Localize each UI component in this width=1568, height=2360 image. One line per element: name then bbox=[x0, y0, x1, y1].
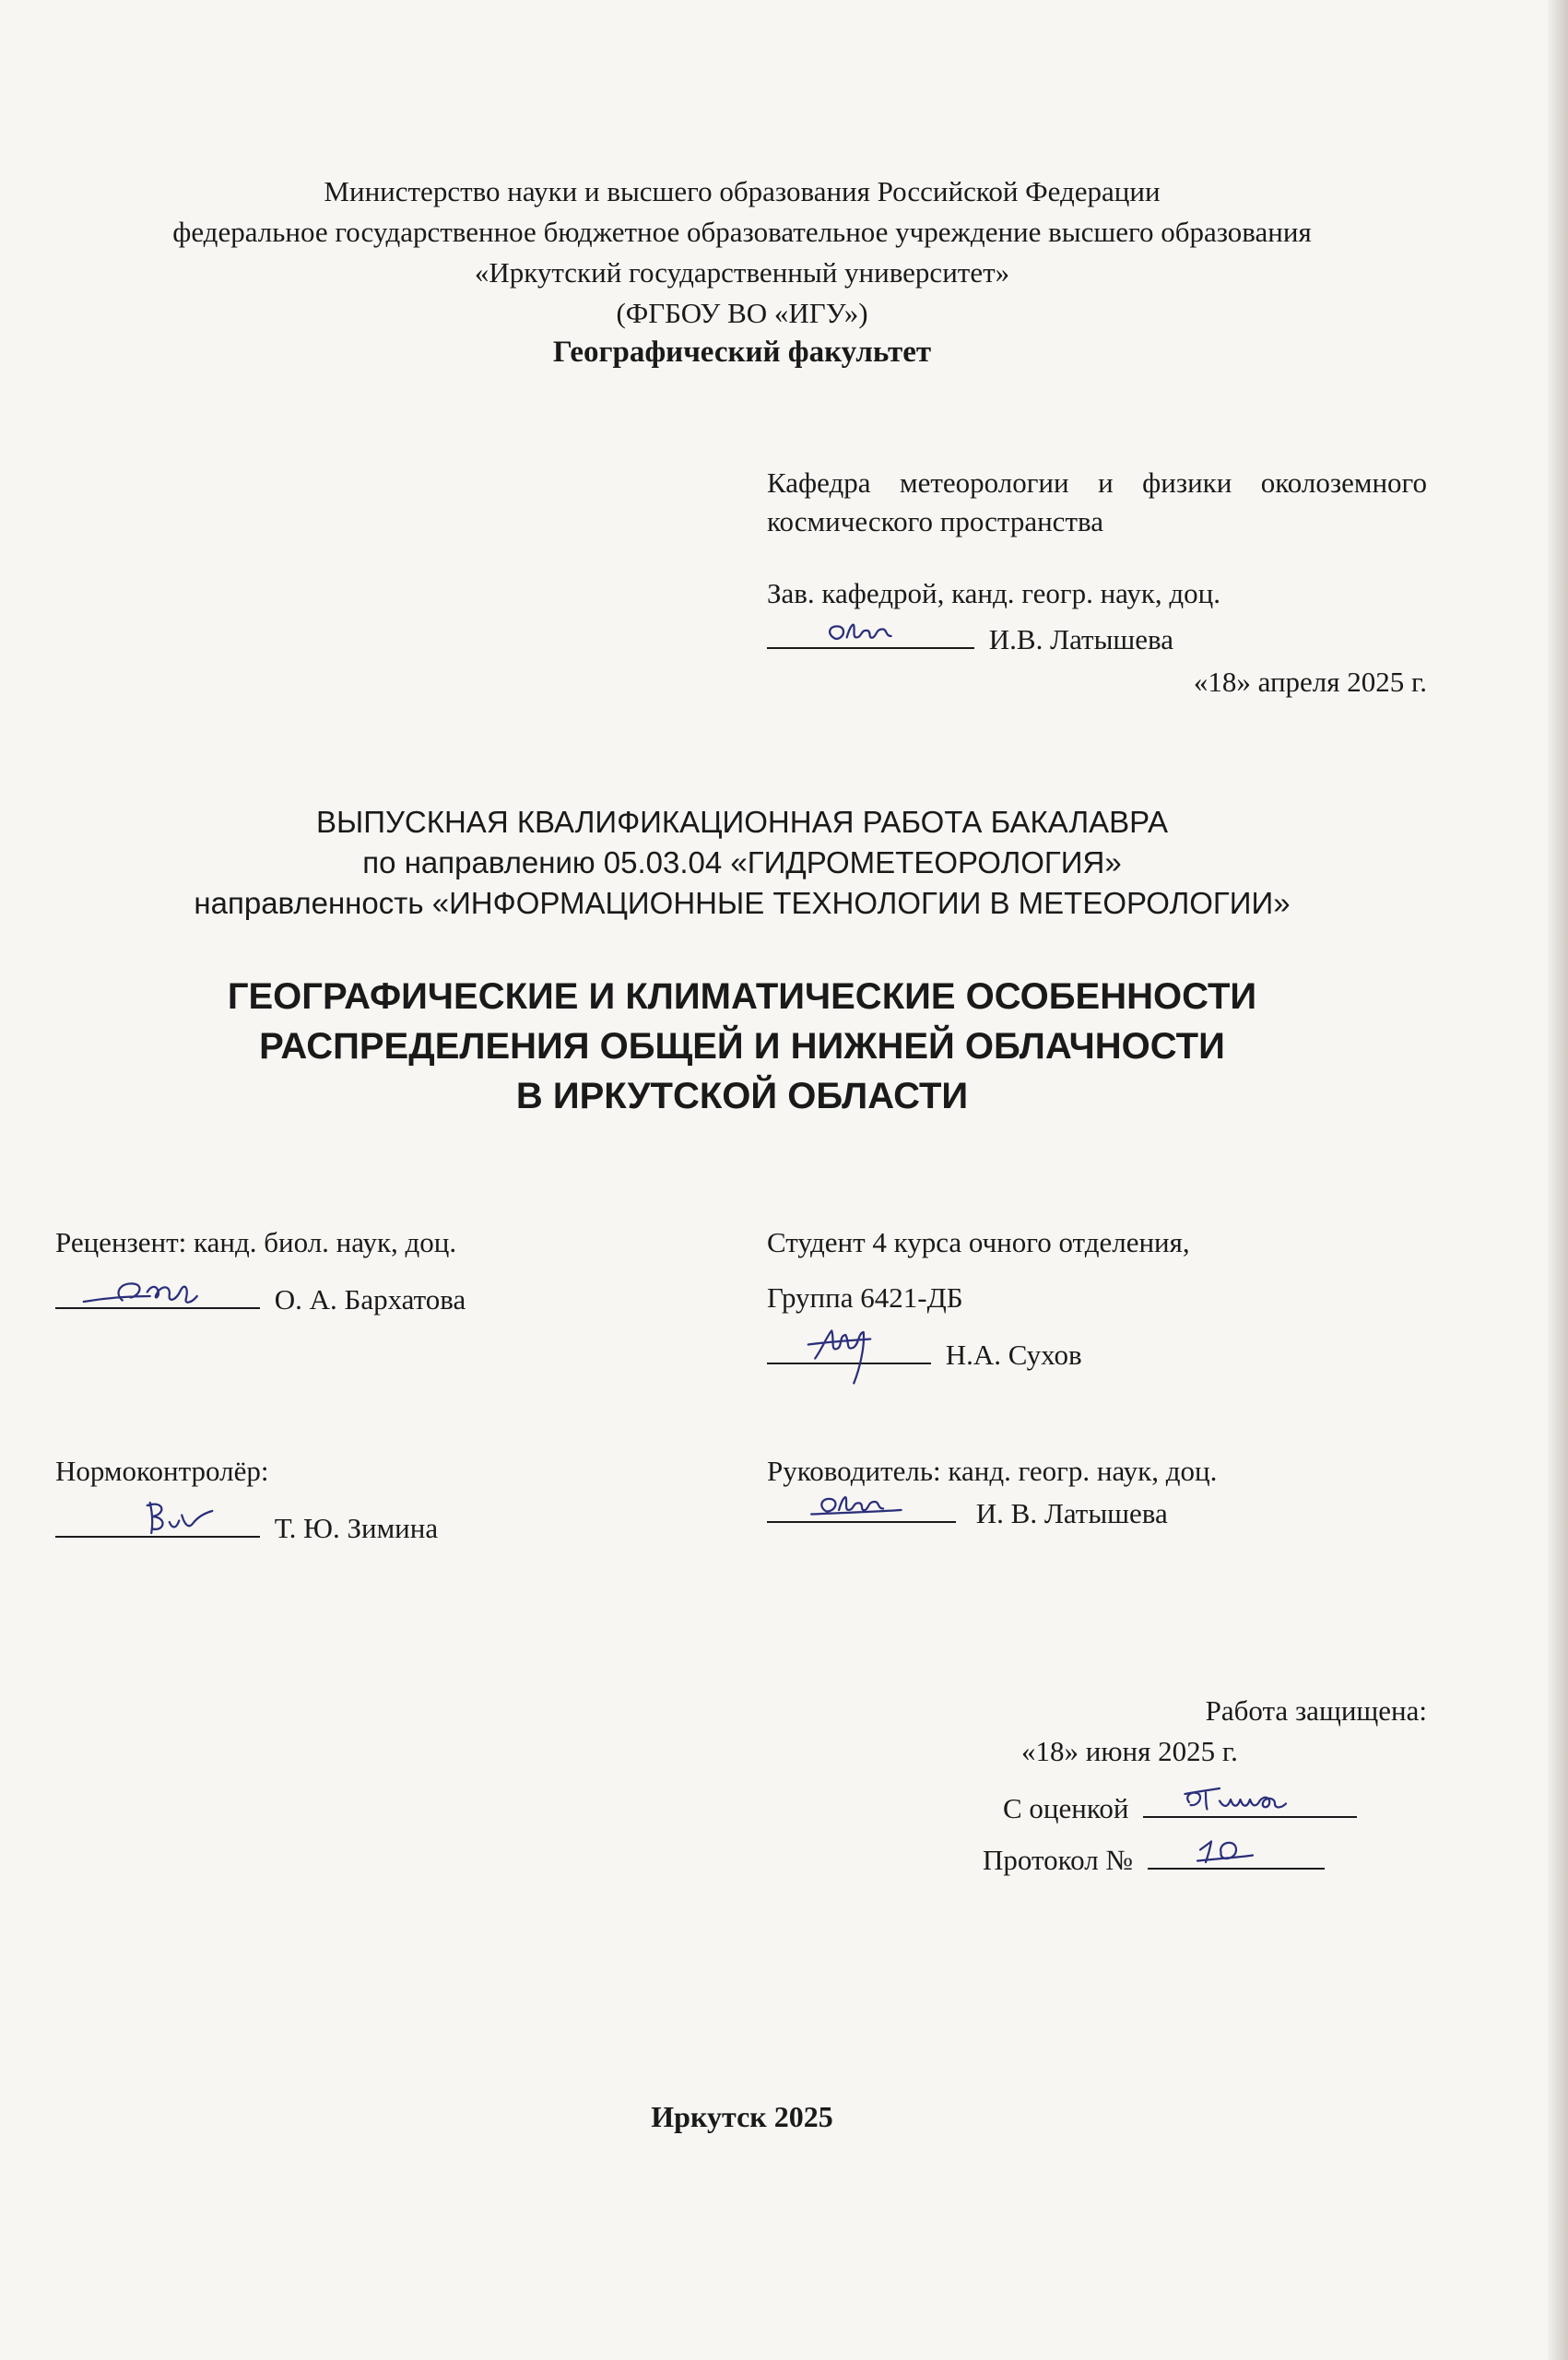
reviewer-title: Рецензент: канд. биол. наук, доц. bbox=[55, 1226, 457, 1258]
handwritten-signature-icon bbox=[767, 620, 974, 647]
approval-date: «18» апреля 2025 г. bbox=[1193, 666, 1427, 698]
reviewer-name: О. А. Бархатова bbox=[274, 1283, 466, 1316]
student-signature bbox=[767, 1335, 931, 1364]
defense-protocol-label: Протокол № bbox=[983, 1844, 1133, 1876]
handwritten-grade-icon bbox=[1143, 1788, 1357, 1816]
department-head-name: И.В. Латышева bbox=[988, 623, 1174, 655]
ministry-line: Министерство науки и высшего образования Российской Федерации bbox=[324, 175, 1161, 207]
norm-control-name: Т. Ю. Зимина bbox=[274, 1512, 439, 1544]
work-profile: направленность «ИНФОРМАЦИОННЫЕ ТЕХНОЛОГИИ В МЕТЕОРОЛОГИИ» bbox=[194, 886, 1291, 920]
defense-protocol-field bbox=[1148, 1840, 1325, 1870]
handwritten-signature-icon bbox=[55, 1508, 260, 1536]
thesis-title-line-3: В ИРКУТСКОЙ ОБЛАСТИ bbox=[515, 1076, 969, 1116]
department-head-signature-line bbox=[767, 620, 1173, 658]
defense-grade-line bbox=[1003, 1788, 1357, 1827]
norm-control-signature-line bbox=[55, 1508, 438, 1547]
department-line-2: космического пространства bbox=[767, 505, 1103, 537]
student-signature-line bbox=[767, 1335, 1082, 1374]
department-line-1: Кафедра метеорологии и физики околоземного bbox=[767, 466, 1427, 499]
head-signature bbox=[767, 620, 974, 649]
defense-status: Работа защищена: bbox=[1205, 1694, 1427, 1727]
handwritten-signature-icon bbox=[55, 1280, 260, 1307]
supervisor-signature-line bbox=[767, 1493, 1168, 1532]
reviewer-signature bbox=[55, 1280, 260, 1309]
institution-type-line: федеральное государственное бюджетное образовательное учреждение высшего образования bbox=[172, 216, 1312, 248]
handwritten-signature-icon bbox=[767, 1335, 931, 1363]
defense-grade-field bbox=[1143, 1788, 1357, 1818]
work-direction: по направлению 05.03.04 «ГИДРОМЕТЕОРОЛОГИЯ» bbox=[362, 845, 1122, 879]
university-short-line: (ФГБОУ ВО «ИГУ») bbox=[616, 297, 868, 329]
faculty-line: Географический факультет bbox=[552, 336, 932, 369]
city-year: Иркутск 2025 bbox=[651, 2100, 833, 2133]
handwritten-signature-icon bbox=[767, 1493, 956, 1521]
norm-control-title: Нормоконтролёр: bbox=[55, 1455, 269, 1487]
thesis-title-line-1: ГЕОГРАФИЧЕСКИЕ И КЛИМАТИЧЕСКИЕ ОСОБЕННОСТИ bbox=[227, 976, 1257, 1017]
university-line: «Иркутский государственный университет» bbox=[474, 256, 1010, 289]
handwritten-protocol-number-icon bbox=[1148, 1840, 1325, 1868]
supervisor-name: И. В. Латышева bbox=[975, 1497, 1168, 1529]
student-group: Группа 6421-ДБ bbox=[767, 1281, 963, 1314]
work-type: ВЫПУСКНАЯ КВАЛИФИКАЦИОННАЯ РАБОТА БАКАЛАВРА bbox=[316, 805, 1168, 839]
defense-date: «18» июня 2025 г. bbox=[1021, 1735, 1238, 1767]
supervisor-title: Руководитель: канд. геогр. наук, доц. bbox=[767, 1455, 1218, 1487]
supervisor-signature bbox=[767, 1493, 956, 1523]
thesis-title-line-2: РАСПРЕДЕЛЕНИЯ ОБЩЕЙ И НИЖНЕЙ ОБЛАЧНОСТИ bbox=[259, 1026, 1225, 1067]
defense-protocol-line bbox=[983, 1840, 1325, 1879]
defense-grade-label: С оценкой bbox=[1003, 1792, 1129, 1824]
department-head-title: Зав. кафедрой, канд. геогр. наук, доц. bbox=[767, 577, 1221, 609]
reviewer-signature-line bbox=[55, 1280, 466, 1318]
norm-control-signature bbox=[55, 1508, 260, 1538]
student-title: Студент 4 курса очного отделения, bbox=[767, 1226, 1190, 1258]
student-name: Н.А. Сухов bbox=[945, 1339, 1082, 1371]
